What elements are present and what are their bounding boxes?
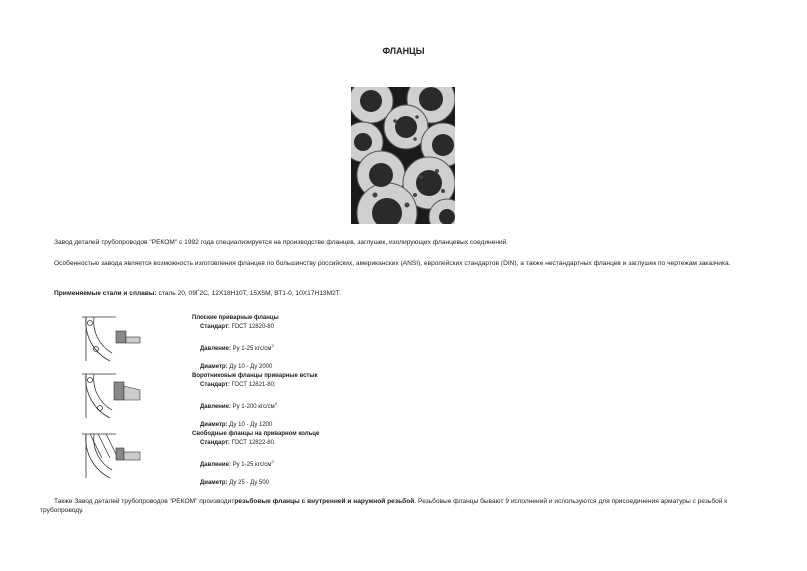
loose-flange-drawing (80, 430, 144, 487)
flat-flange-drawing (80, 313, 144, 370)
steels-paragraph (54, 289, 774, 298)
standard-value: ГОСТ 12821-80; (229, 382, 276, 388)
pressure-value: Ру 1-25 кгс/см (230, 346, 272, 352)
closing-text-bold: резьбовые фланцы с внутренней и наружной резьбой (234, 498, 415, 505)
pressure-value: Ру 1-200 кгс/см (230, 404, 275, 410)
intro-paragraph-1: Завод деталей трубопроводов "РЕКОМ" с 1992 года специализируется на производстве фланцев, заглушек, изолирующих фланцевых соединений. (54, 239, 509, 246)
flange-name: Плоские приварные фланцы (192, 315, 279, 321)
diameter-label: Диаметр: (200, 422, 228, 428)
diameter-label: Диаметр: (200, 480, 228, 486)
pressure-label: Давление: (200, 404, 231, 410)
diameter-value: Ду 10 - Ду 2000 (227, 364, 273, 370)
diameter-value: Ду 25 - Ду 500 (227, 480, 270, 486)
pressure-value: Ру 1-25 кгс/см (230, 462, 272, 468)
standard-value: ГОСТ 12820-80 (229, 324, 274, 330)
flanges-photo (351, 87, 455, 224)
closing-text-a: Также Завод деталей трубопроводов "РЕКОМ" производит (54, 498, 235, 505)
flange-section-weld-neck: Воротниковые фланцы приварные встык Стандарт: ГОСТ 12821-80; Давление: Ру 1-200 кгс/$см^2$ Диаметр: Ду 10 - Ду 1200 (192, 373, 318, 428)
flange-section-flat: Плоские приварные фланцы Стандарт: ГОСТ 12820-80 Давление: Ру 1-25 кгс/$см^2$ Диаметр: Ду 10 - Ду 2000 (192, 315, 279, 370)
page-title: ФЛАНЦЫ (382, 46, 425, 56)
closing-paragraph (40, 497, 772, 515)
standard-value: ГОСТ 12822-80. (229, 440, 276, 446)
diameter-label: Диаметр: (200, 364, 228, 370)
flange-name: Воротниковые фланцы приварные встык (192, 373, 318, 379)
standard-label: Стандарт: (200, 324, 230, 330)
diameter-value: Ду 10 - Ду 1200 (227, 422, 273, 428)
weld-neck-flange-drawing (80, 370, 144, 427)
closing-text-b: . Резьбовые фланцы бывают 9 исполнений и используются для присоединения арматуры с резьбой к трубопроводу. (40, 498, 728, 514)
pressure-label: Давление: (200, 462, 231, 468)
standard-label: Стандарт: (200, 440, 230, 446)
standard-label: Стандарт: (200, 382, 230, 388)
pressure-label: Давление: (200, 346, 231, 352)
flange-name: Свободные фланцы на приварном кольце (192, 431, 320, 437)
flange-section-loose: Свободные фланцы на приварном кольце Стандарт: ГОСТ 12822-80. Давление: Ру 1-25 кгс/$см^2$ Диаметр: Ду 25 - Ду 500 (192, 431, 320, 486)
steels-value: сталь 20, 09Г2С, 12Х18Н10Т, 15Х5М, ВТ1-0, 10Х17Н13М2Т. (156, 290, 341, 297)
intro-paragraph-2: Особенностью завода является возможность изготовления фланцев по большинству российских, американских (ANSI), европейских стандартов (DIN), а также нестандартных фланцев и заглушек по чертежам заказчика. (54, 260, 731, 267)
steels-label: Применяемые стали и сплавы: (54, 290, 157, 297)
